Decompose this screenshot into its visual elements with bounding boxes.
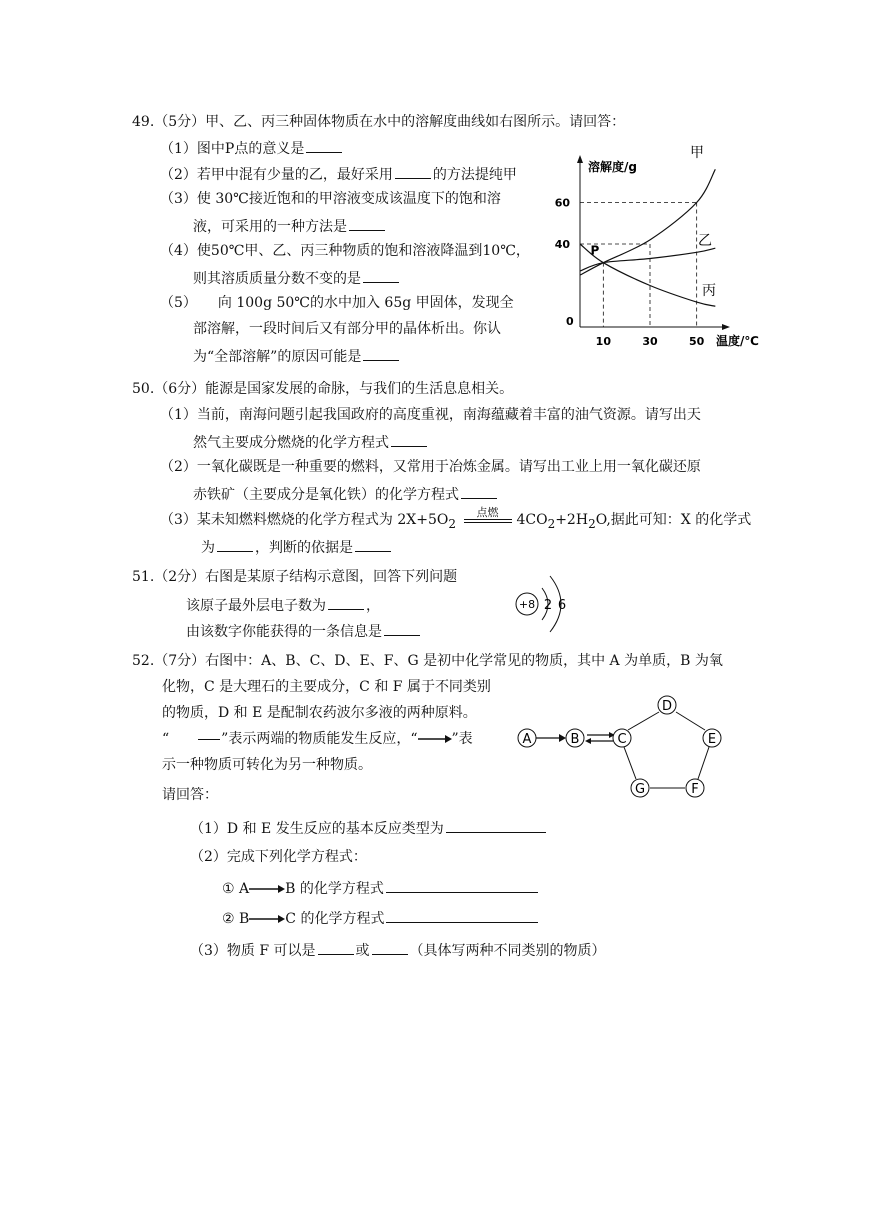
answer-blank[interactable] (318, 940, 354, 955)
reaction-line-symbol (198, 739, 220, 740)
node-c-label: C (617, 732, 627, 747)
q51-s1-text: 该原子最外层电子数为 (186, 598, 326, 614)
arrow-symbol (249, 914, 285, 924)
answer-blank[interactable] (395, 164, 431, 179)
atom-structure-diagram (510, 568, 580, 640)
q52-l6: 请回答： (162, 787, 218, 803)
q51-s2 (186, 621, 422, 641)
y-tick-label: 60 (554, 196, 570, 210)
node-d (658, 696, 676, 714)
q49-s3b-text: 液，可采用的一种方法是 (193, 219, 347, 235)
q50-s2b (193, 484, 499, 504)
node-g (631, 779, 649, 797)
q52-s3 (190, 940, 606, 960)
x-axis-label: 温度/℃ (716, 334, 759, 348)
subscript: 2 (588, 516, 596, 531)
q50-s3-product2: +2H (555, 512, 589, 528)
q49-s4b-text: 则其溶质质量分数不变的是 (193, 271, 361, 287)
q49-s5b: 部溶解，一段时间后又有部分甲的晶体析出。你认 (193, 321, 501, 337)
q49-s1 (160, 138, 344, 158)
q52-s2a-post: B 的化学方程式 (285, 881, 384, 897)
node-a (518, 729, 536, 747)
substance-relation-diagram (512, 690, 734, 804)
q50-s3f-text: ，判断的依据是 (255, 540, 353, 556)
edge-g-c (624, 747, 636, 779)
q52-s2a-pre: ① A (222, 881, 250, 897)
q52-l4-open: “ (162, 731, 198, 747)
q49-s2-text: （2）若甲中混有少量的乙，最好采用 (160, 167, 393, 183)
q52-s1-text: （1）D 和 E 发生反应的基本反应类型为 (190, 821, 444, 837)
q52-s2b (222, 908, 540, 928)
q49-s4b (193, 268, 401, 288)
q49-s4a: （4）使50℃甲、乙、丙三种物质的饱和溶液降温到10℃， (160, 243, 530, 259)
q52-l5: 示一种物质可转化为另一种物质。 (162, 757, 372, 773)
q49-s3b (193, 216, 387, 236)
equals-line-bottom (464, 522, 512, 523)
q52-l4 (162, 730, 473, 748)
series-3-line (580, 244, 715, 306)
q49-s3a: （3）使 30℃接近饱和的甲溶液变成该温度下的饱和溶 (160, 191, 501, 207)
series-2-line (580, 248, 715, 271)
q49-s1-text: （1）图中P点的意义是 (160, 141, 305, 157)
q49-s5c-text: 为“全部溶解”的原因可能是 (193, 349, 362, 365)
answer-blank[interactable] (217, 537, 253, 552)
node-d-label: D (661, 699, 673, 714)
nucleus-charge: +8 (518, 598, 536, 611)
q49-s5a: （5） 向 100g 50℃的水中加入 65g 甲固体，发现全 (160, 295, 514, 311)
node-c (613, 729, 631, 747)
y-axis-arrow (577, 155, 583, 163)
node-b-label: B (570, 732, 580, 747)
q52-s2: （2）完成下列化学方程式： (190, 849, 367, 865)
series-3-label: 丙 (702, 283, 716, 299)
q51-s1-end: ， (366, 598, 380, 614)
answer-blank[interactable] (386, 908, 538, 923)
q49-s2 (160, 164, 517, 184)
answer-blank[interactable] (355, 537, 391, 552)
q52-l4-mid: ”表示两端的物质能发生反应，“ (221, 731, 418, 747)
shell1-electrons: 2 (543, 598, 553, 613)
edge-e-f (698, 747, 709, 779)
x-tick-label: 30 (642, 335, 658, 348)
node-f (686, 779, 704, 797)
x-tick-label: 10 (595, 335, 611, 348)
point-p-label: P (590, 243, 600, 258)
answer-blank[interactable] (386, 878, 538, 893)
arrow-head (559, 734, 566, 742)
solubility-chart (540, 145, 759, 355)
q50-s3-text: （3）某未知燃料燃烧的化学方程式为 2X+5O (160, 512, 449, 528)
node-f-label: F (691, 782, 699, 797)
answer-blank[interactable] (461, 484, 497, 499)
q52-l2: 化物，C 是大理石的主要成分，C 和 F 属于不同类别 (162, 679, 491, 695)
q50-s3e-text: 为 (201, 540, 215, 556)
q50-s2b-text: 赤铁矿（主要成分是氧化铁）的化学方程式 (193, 487, 459, 503)
q52-s2b-pre: ② B (222, 911, 250, 927)
subscript: 2 (547, 516, 556, 531)
subscript: 2 (448, 516, 456, 531)
answer-blank[interactable] (306, 138, 342, 153)
q49-stem: 49.（5分）甲、乙、丙三种固体物质在水中的溶解度曲线如右图所示。请回答： (132, 114, 626, 130)
q50-s1b-text: 然气主要成分燃烧的化学方程式 (193, 435, 389, 451)
equals-line-top (464, 519, 512, 520)
answer-blank[interactable] (372, 940, 408, 955)
q49-s5c (193, 346, 401, 366)
answer-blank[interactable] (363, 346, 399, 361)
series-2-label: 乙 (698, 233, 712, 249)
q50-s3-product1: 4CO (516, 512, 548, 528)
q51-s1 (186, 595, 380, 615)
q50-s1a: （1）当前，南海问题引起我国政府的高度重视，南海蕴藏着丰富的油气资源。请写出天 (160, 407, 701, 423)
answer-blank[interactable] (446, 818, 546, 833)
conversion-arrow-symbol (418, 734, 452, 744)
q52-s3-or: 或 (355, 943, 370, 959)
q52-l3: 的物质，D 和 E 是配制农药波尔多液的两种原料。 (162, 705, 477, 721)
x-axis-arrow (722, 324, 730, 330)
q52-s1 (190, 818, 548, 838)
q50-s2a: （2）一氧化碳既是一种重要的燃料，又常用于冶炼金属。请写出工业上用一氧化碳还原 (160, 459, 701, 475)
answer-blank[interactable] (349, 216, 385, 231)
node-g-label: G (634, 782, 646, 797)
origin-label: 0 (566, 315, 574, 328)
arrow-head (585, 738, 591, 744)
node-a-label: A (522, 732, 532, 747)
answer-blank[interactable] (363, 268, 399, 283)
answer-blank[interactable] (391, 432, 427, 447)
q50-s1b (193, 432, 429, 452)
q52-s2a (222, 878, 540, 898)
edge-d-e (676, 712, 705, 730)
q52-l4-close: ”表 (451, 731, 473, 747)
q52-s3-tail: （具体写两种不同类别的物质） (409, 943, 606, 959)
answer-blank[interactable] (328, 595, 364, 610)
q50-s3-tail: O,据此可知：X 的化学式 (595, 512, 752, 528)
q49-s2-tail: 的方法提纯甲 (432, 167, 517, 183)
q51-stem: 51.（2分）右图是某原子结构示意图，回答下列问题 (132, 569, 458, 585)
q50-s3e (201, 537, 393, 557)
q50-stem: 50.（6分）能源是国家发展的命脉，与我们的生活息息相关。 (132, 381, 514, 397)
q52-s3-text: （3）物质 F 可以是 (190, 943, 316, 959)
y-tick-label: 40 (554, 238, 570, 251)
shell2-electrons: 6 (557, 598, 567, 613)
q51-s2-text: 由该数字你能获得的一条信息是 (186, 624, 382, 640)
q52-stem: 52.（7分）右图中：A、B、C、D、E、F、G 是初中化学常见的物质，其中 A 为单质，B 为氧 (132, 653, 723, 669)
arrow-symbol (249, 884, 285, 894)
series-1-label: 甲 (690, 145, 704, 161)
node-e-label: E (707, 732, 717, 747)
node-e (703, 729, 721, 747)
node-b (566, 729, 584, 747)
y-axis-label: 溶解度/g (588, 160, 637, 174)
q50-s3a (160, 506, 752, 533)
edge-c-d (628, 712, 659, 730)
q52-s2b-post: C 的化学方程式 (285, 911, 385, 927)
answer-blank[interactable] (384, 621, 420, 636)
reaction-condition-arrow (464, 506, 512, 524)
x-tick-label: 50 (689, 335, 705, 348)
condition-label: 点燃 (476, 506, 499, 519)
